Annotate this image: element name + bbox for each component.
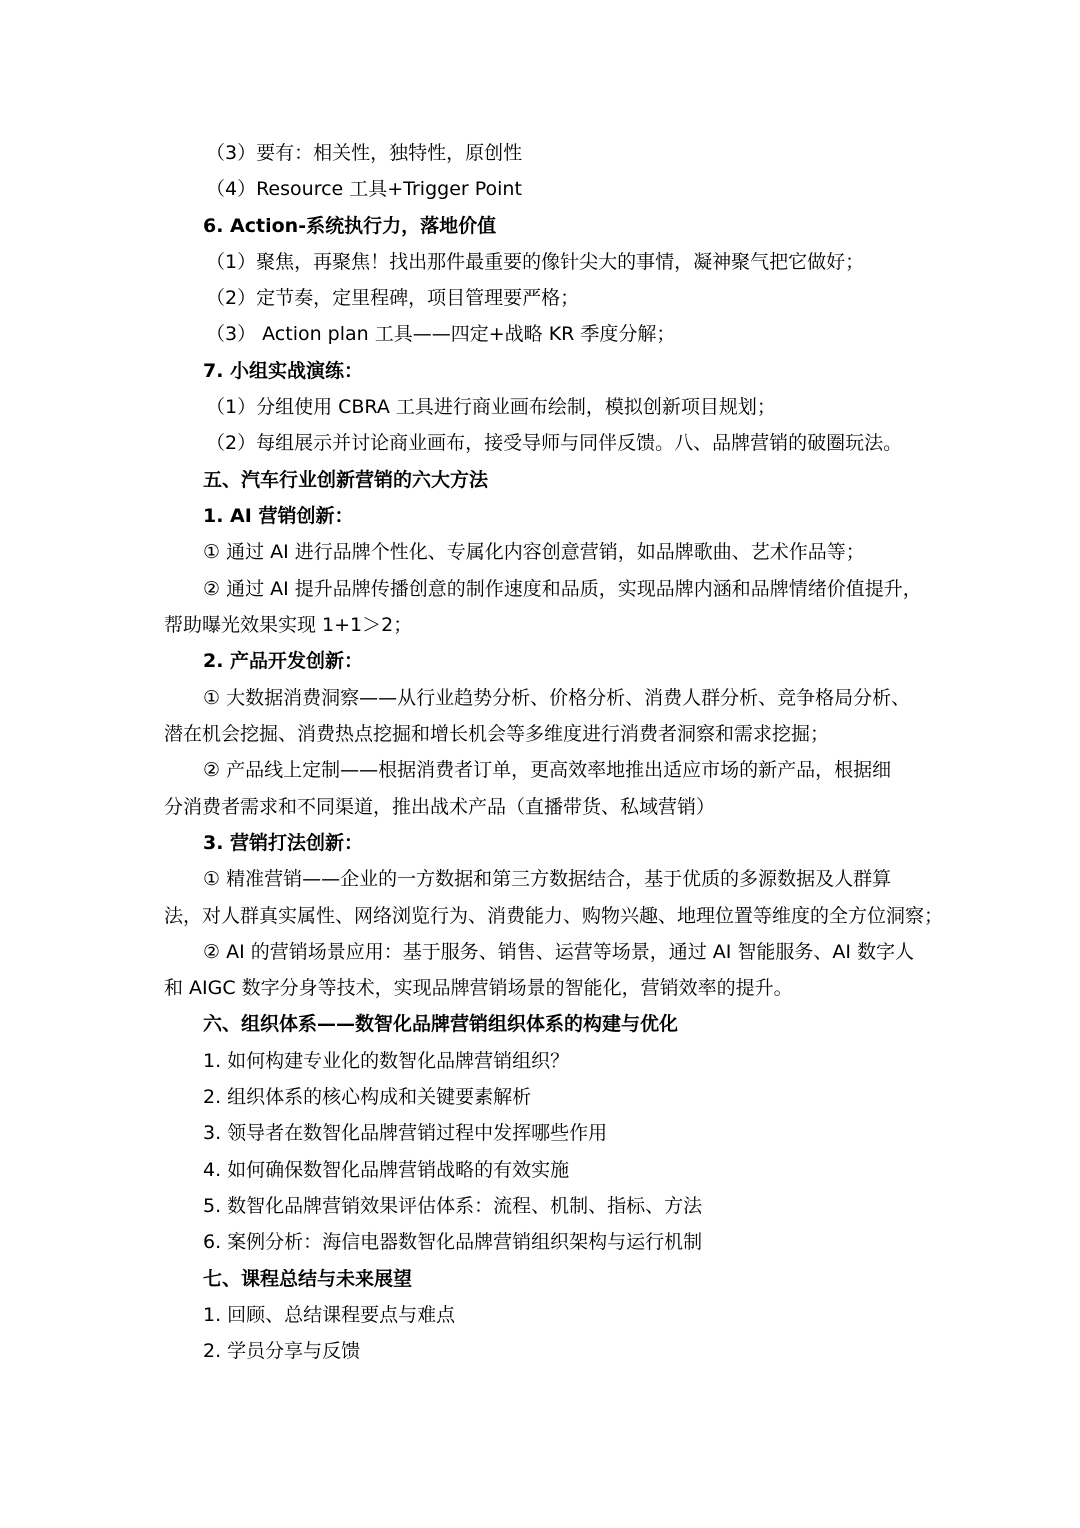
- section-heading: 1. AI 营销创新：: [203, 505, 354, 527]
- section-heading: 6. Action-系统执行力，落地价值: [203, 215, 497, 237]
- text-line: （1）聚焦，再聚焦！找出那件最重要的像针尖大的事情，凝神聚气把它做好；: [206, 251, 865, 273]
- list-item: 3. 领导者在数智化品牌营销过程中发挥哪些作用: [203, 1122, 608, 1144]
- text-line: （4）Resource 工具+Trigger Point: [206, 178, 522, 200]
- text-line: （3） Action plan 工具——四定+战略 KR 季度分解；: [206, 323, 676, 345]
- paragraph-line: ① 通过 AI 进行品牌个性化、专属化内容创意营销，如品牌歌曲、艺术作品等；: [203, 541, 865, 563]
- chapter-heading: 七、课程总结与未来展望: [203, 1268, 413, 1290]
- text-line: （2）每组展示并讨论商业画布，接受导师与同伴反馈。八、品牌营销的破圈玩法。: [206, 432, 903, 454]
- paragraph-line: ② 通过 AI 提升品牌传播创意的制作速度和品质，实现品牌内涵和品牌情绪价值提升，: [203, 578, 922, 600]
- text-line: （3）要有：相关性，独特性，原创性: [206, 142, 523, 164]
- paragraph-line: ① 精准营销——企业的一方数据和第三方数据结合，基于优质的多源数据及人群算: [203, 868, 892, 890]
- section-heading: 2. 产品开发创新：: [203, 650, 364, 672]
- chapter-heading: 五、汽车行业创新营销的六大方法: [203, 469, 489, 491]
- chapter-heading: 六、组织体系——数智化品牌营销组织体系的构建与优化: [203, 1013, 679, 1035]
- text-line: （1）分组使用 CBRA 工具进行商业画布绘制，模拟创新项目规划；: [206, 396, 776, 418]
- list-item: 4. 如何确保数智化品牌营销战略的有效实施: [203, 1159, 570, 1181]
- paragraph-line: ② 产品线上定制——根据消费者订单，更高效率地推出适应市场的新产品，根据细: [203, 759, 892, 781]
- section-heading: 7. 小组实战演练：: [203, 360, 364, 382]
- list-item: 2. 学员分享与反馈: [203, 1340, 361, 1362]
- paragraph-continuation: 法，对人群真实属性、网络浏览行为、消费能力、购物兴趣、地理位置等维度的全方位洞察；: [164, 905, 944, 927]
- list-item: 6. 案例分析：海信电器数智化品牌营销组织架构与运行机制: [203, 1231, 703, 1253]
- text-line: （2）定节奏，定里程碑，项目管理要严格；: [206, 287, 580, 309]
- list-item: 1. 如何构建专业化的数智化品牌营销组织？: [203, 1050, 570, 1072]
- paragraph-continuation: 分消费者需求和不同渠道，推出战术产品（直播带货、私域营销）: [164, 796, 716, 818]
- list-item: 2. 组织体系的核心构成和关键要素解析: [203, 1086, 532, 1108]
- paragraph-line: ② AI 的营销场景应用：基于服务、销售、运营等场景，通过 AI 智能服务、AI 数字人: [203, 941, 915, 963]
- list-item: 1. 回顾、总结课程要点与难点: [203, 1304, 456, 1326]
- paragraph-line: ① 大数据消费洞察——从行业趋势分析、价格分析、消费人群分析、竞争格局分析、: [203, 687, 911, 709]
- section-heading: 3. 营销打法创新：: [203, 832, 364, 854]
- paragraph-continuation: 潜在机会挖掘、消费热点挖掘和增长机会等多维度进行消费者洞察和需求挖掘；: [164, 723, 830, 745]
- paragraph-continuation: 帮助曝光效果实现 1+1＞2；: [164, 614, 413, 636]
- list-item: 5. 数智化品牌营销效果评估体系：流程、机制、指标、方法: [203, 1195, 703, 1217]
- paragraph-continuation: 和 AIGC 数字分身等技术，实现品牌营销场景的智能化，营销效率的提升。: [164, 977, 793, 999]
